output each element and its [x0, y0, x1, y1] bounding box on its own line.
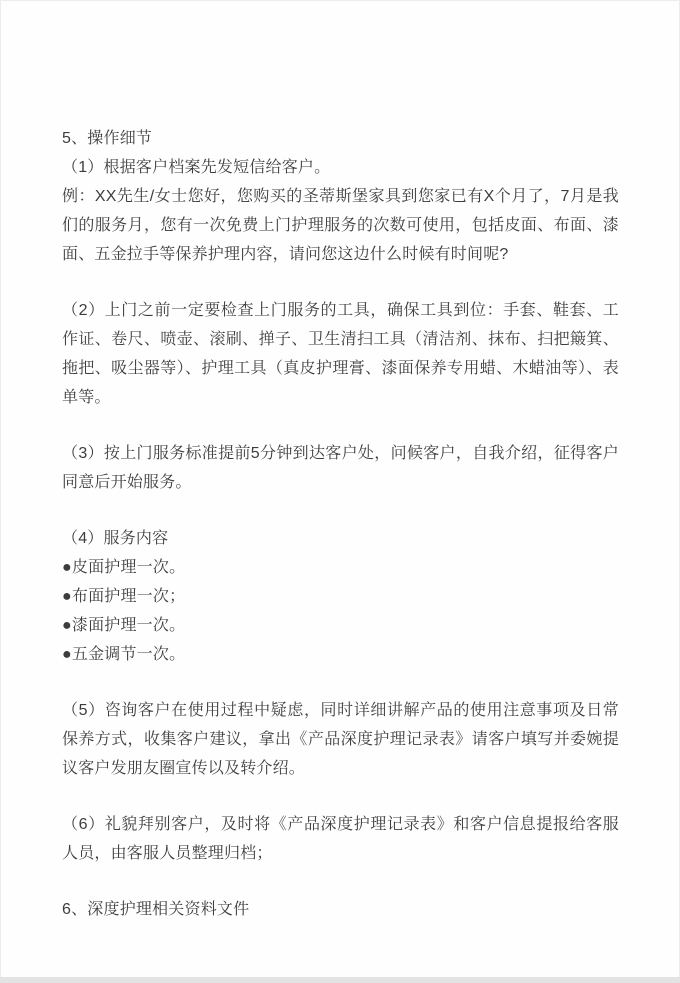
- bullet-icon: ●: [62, 646, 72, 663]
- step-1-paragraph: （1）根据客户档案先发短信给客户。: [62, 159, 331, 176]
- document-content: [1, 1, 679, 924]
- bullet-icon: ●: [62, 559, 72, 576]
- step-4-heading: （4）服务内容: [62, 530, 169, 547]
- service-item-leather: [62, 553, 619, 582]
- service-item-label: 皮面护理一次。: [71, 559, 186, 576]
- service-items-list: [62, 553, 619, 669]
- service-item-hardware: [62, 640, 619, 669]
- step-5-paragraph: （5）咨询客户在使用过程中疑虑，同时详细讲解产品的使用注意事项及日常保养方式，收集客户建议，拿出《产品深度护理记录表》请客户填写并委婉提议客户发朋友圈宣传以及转介绍。: [62, 702, 619, 777]
- service-item-label: 漆面护理一次。: [71, 617, 186, 634]
- service-item-label: 布面护理一次；: [71, 588, 186, 605]
- step-3-paragraph: （3）按上门服务标准提前5分钟到达客户处，问候客户，自我介绍，征得客户同意后开始服务。: [62, 445, 619, 491]
- section-5-heading: 5、操作细节: [62, 130, 153, 147]
- bullet-icon: ●: [62, 617, 72, 634]
- bullet-icon: ●: [62, 588, 72, 605]
- service-item-paint: [62, 611, 619, 640]
- service-item-label: 五金调节一次。: [71, 646, 186, 663]
- service-item-fabric: [62, 582, 619, 611]
- sms-example-paragraph: 例：XX先生/女士您好，您购买的圣蒂斯堡家具到您家已有X个月了，7月是我们的服务月，您有一次免费上门护理服务的次数可使用，包括皮面、布面、漆面、五金拉手等保养护理内容，请问您这边什么时候有时间呢?: [62, 188, 619, 263]
- section-6-heading: 6、深度护理相关资料文件: [62, 901, 250, 918]
- step-2-paragraph: （2）上门之前一定要检查上门服务的工具，确保工具到位：手套、鞋套、工作证、卷尺、喷壶、滚刷、掸子、卫生清扫工具（清洁剂、抹布、扫把簸箕、拖把、吸尘器等）、护理工具（真皮护理膏、漆面保养专用蜡、木蜡油等）、表单等。: [62, 302, 619, 406]
- step-6-paragraph: （6）礼貌拜别客户，及时将《产品深度护理记录表》和客户信息提报给客服人员，由客服人员整理归档；: [62, 816, 619, 862]
